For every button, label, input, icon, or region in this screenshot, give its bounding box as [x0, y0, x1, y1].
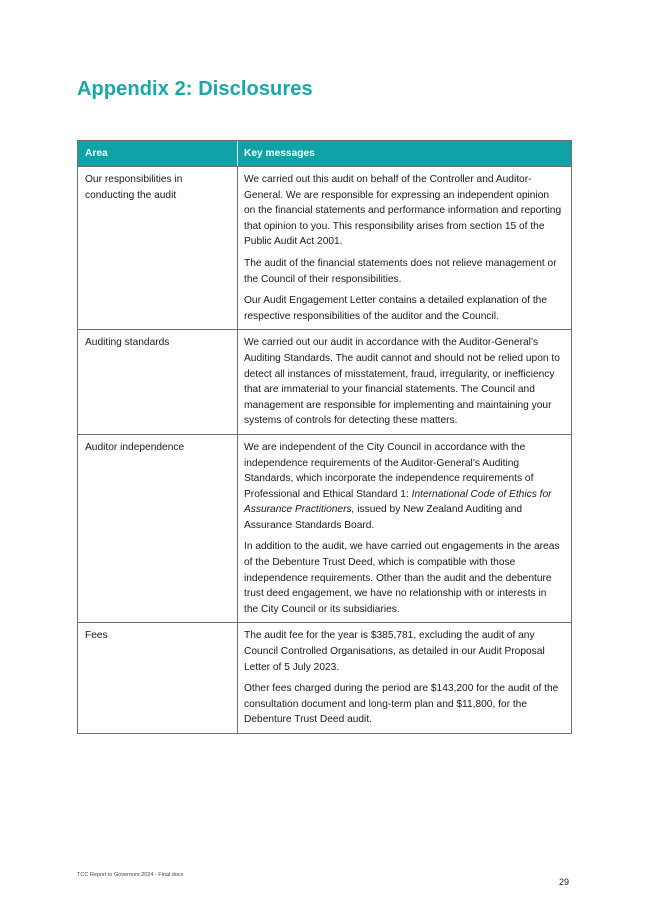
footer-document-name: TCC Report to Governors 2024 - Final docx — [77, 872, 184, 878]
column-header-key-messages: Key messages — [244, 148, 315, 159]
page-title: Appendix 2: Disclosures — [77, 78, 313, 100]
key-messages-cell — [238, 330, 571, 434]
area-cell: Auditing standards — [78, 330, 238, 434]
area-cell: Fees — [78, 623, 238, 733]
paragraph: We carried out our audit in accordance with the Auditor-General’s Auditing Standards. The audit cannot and should not be relied upon to detect all instances of misstatement, fraud, irregularity, or inefficiency that are immaterial to your financial statements. The Council and management are responsible for implementing and maintaining your systems of controls for detecting these matters. — [244, 337, 560, 427]
table-row — [78, 434, 571, 623]
table-header-row — [78, 141, 571, 166]
key-messages-cell — [238, 623, 571, 733]
area-cell: Our responsibilities in conducting the audit — [78, 167, 238, 329]
paragraph: We carried out this audit on behalf of the Controller and Auditor-General. We are responsible for expressing an independent opinion on the financial statements and performance information and reporting that opinion to you. This responsibility arises from section 15 of the Public Audit Act 2001. — [244, 174, 562, 248]
italic-standard-title: International Code of Ethics for Assurance Practitioners, — [244, 488, 552, 516]
paragraph: The audit of the financial statements does not relieve management or the Council of their responsibilities. — [244, 257, 557, 285]
paragraph — [244, 440, 563, 534]
area-cell: Auditor independence — [78, 435, 238, 623]
page-number: 29 — [559, 877, 570, 887]
paragraph: The audit fee for the year is $385,781, excluding the audit of any Council Controlled Organisations, as detailed in our Audit Proposal Letter of 5 July 2023. — [244, 630, 545, 673]
paragraph: Our Audit Engagement Letter contains a detailed explanation of the respective responsibilities of the auditor and the Council. — [244, 295, 548, 322]
paragraph-text: issued by New Zealand Auditing and Assurance Standards Board. — [244, 504, 523, 531]
paragraph-text: We are independent of the City Council in accordance with the independence requirements of the Auditor-General’s Auditing Standards, which incorporate the independence requirements of Professional and Ethical Standard 1: — [244, 441, 534, 500]
paragraph: In addition to the audit, we have carried out engagements in the areas of the Debenture Trust Deed, which is compatible with those independence requirements. Other than the audit and the debenture trust deed engagement, we have no relationship with or interests in the City Council or its subsidiaries. — [244, 541, 560, 615]
key-messages-cell — [238, 435, 571, 623]
table-row — [78, 166, 571, 329]
key-messages-cell — [238, 167, 571, 329]
table-row — [78, 622, 571, 733]
paragraph: Other fees charged during the period are $143,200 for the audit of the consultation document and long-term plan and $11,800, for the Debenture Trust Deed audit. — [244, 683, 559, 726]
table-row — [78, 329, 571, 434]
column-header-area: Area — [78, 141, 238, 166]
disclosures-table — [77, 140, 572, 734]
